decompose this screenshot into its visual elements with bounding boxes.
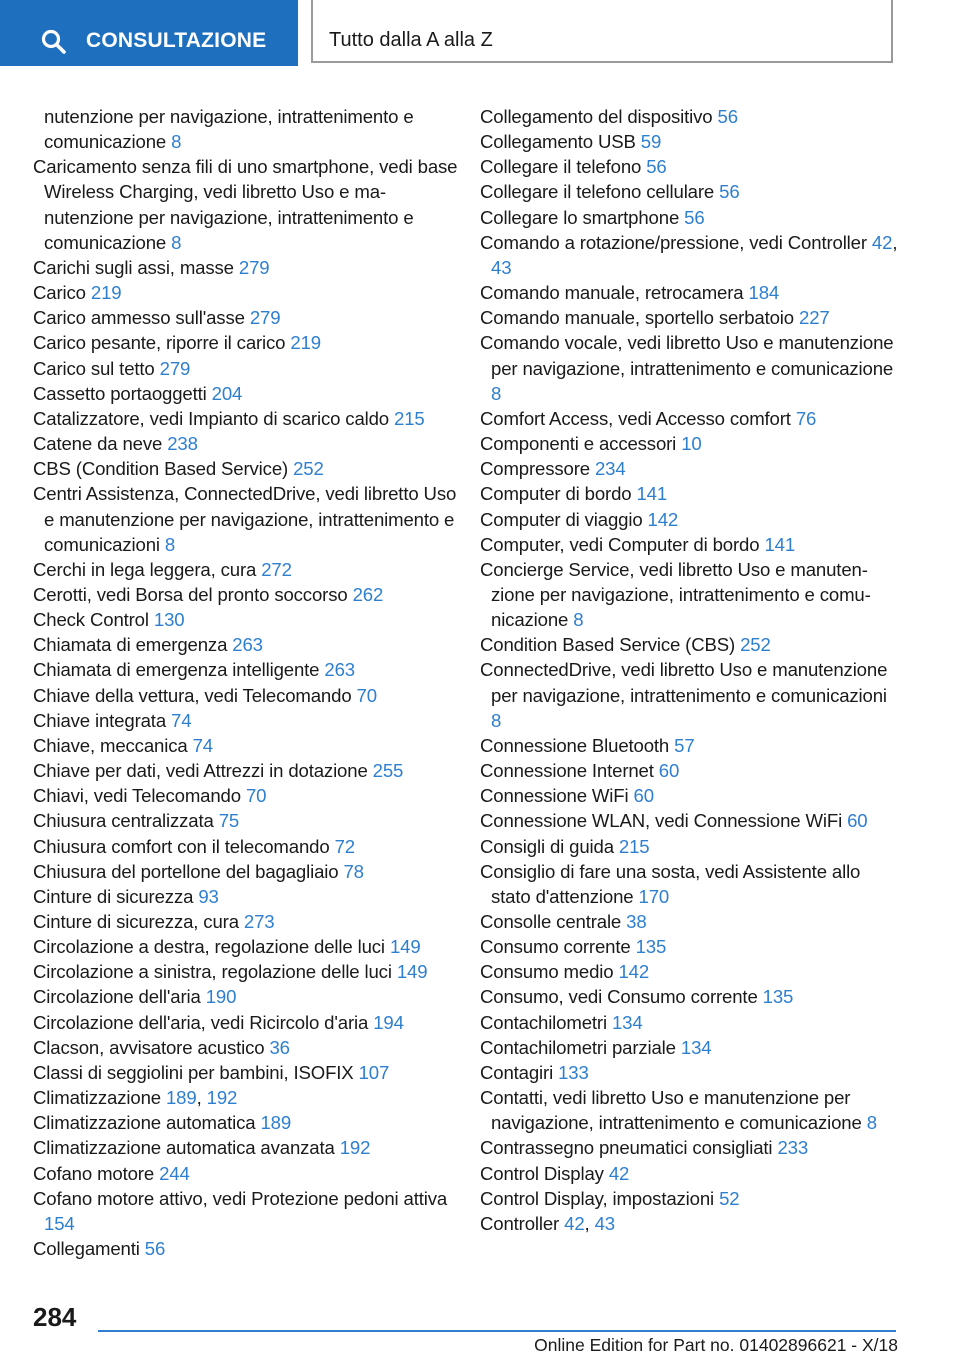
index-entry-text: Comando manuale, retrocamera (480, 282, 744, 304)
index-entry-text: Collegare il telefono (480, 156, 642, 178)
page-link[interactable]: 233 (777, 1137, 809, 1159)
index-entry (33, 683, 463, 708)
page-link[interactable]: 279 (159, 357, 191, 379)
index-entry (33, 154, 463, 255)
index-entry-text: Cassetto portaoggetti (33, 382, 207, 404)
index-entry-text: Cinture di sicurezza (33, 885, 194, 907)
index-entry-text: Condition Based Service (CBS) (480, 634, 736, 656)
page-link[interactable]: 219 (290, 332, 321, 354)
index-entry-text: Consiglio di fare una sosta, vedi Assistente allo stato d'attenzione (480, 860, 861, 907)
index-entry (480, 104, 900, 129)
index-entry: Comando a rotazione/pressione, vedi Controller 42, 43 (480, 231, 898, 278)
page-link[interactable]: 252 (740, 634, 771, 656)
index-entry-text: Catalizzatore, vedi Impianto di scarico caldo (33, 407, 390, 429)
page-link[interactable]: 8 (164, 533, 176, 555)
page-link[interactable]: 43 (594, 1212, 615, 1234)
index-entry-text: Circolazione a destra, regolazione delle luci (33, 936, 385, 958)
index-entry-text: Consolle centrale (480, 911, 622, 932)
index-entry (480, 1085, 900, 1135)
index-entry-text: Contatti, vedi libretto Uso e manutenzione per navigazione, intrattenimento e comunicazione (480, 1087, 862, 1134)
page-link[interactable]: 38 (626, 911, 647, 932)
index-entry-text: Contagiri (480, 1061, 554, 1083)
index-entry (480, 532, 900, 557)
index-entry-text: nutenzione per navigazione, intrattenimento e comunicazione (44, 106, 414, 153)
index-entry (480, 154, 900, 179)
page-link[interactable]: 184 (748, 282, 780, 304)
index-entry-text: Climatizzazione automatica avanzata (33, 1137, 335, 1159)
tab-consultazione-label: CONSULTAZIONE (86, 29, 267, 52)
index-entry (33, 431, 463, 456)
index-entry-text: Collegare il telefono cellulare (480, 181, 715, 203)
page-link[interactable]: 279 (238, 256, 270, 278)
index-entry (480, 959, 900, 984)
page-link[interactable]: 36 (269, 1036, 290, 1058)
index-entry (33, 330, 463, 355)
page-link[interactable]: 134 (611, 1011, 643, 1033)
index-entry (480, 733, 900, 758)
page-link[interactable]: 262 (352, 583, 384, 605)
index-entry-text: Comando vocale, vedi libretto Uso e manutenzione per navigazione, intrattenimento e comunicazione (480, 332, 894, 379)
index-entry (480, 1161, 900, 1186)
page-link[interactable]: 8 (866, 1112, 877, 1134)
page-link[interactable]: 60 (633, 785, 654, 807)
index-entry-text: Control Display, impostazioni (480, 1187, 715, 1209)
page-link[interactable]: 57 (674, 734, 695, 756)
index-entry (33, 356, 463, 381)
index-entry (33, 909, 463, 934)
index-entry (33, 859, 463, 884)
page-link[interactable]: 56 (646, 156, 667, 178)
index-entry (33, 456, 463, 481)
page-link[interactable]: 170 (638, 885, 670, 907)
page-link[interactable]: 130 (153, 609, 185, 631)
index-entry (480, 1135, 900, 1160)
index-entry-text: Chiave della vettura, vedi Telecomando (33, 684, 352, 706)
index-entry-text: Carichi sugli assi, masse (33, 256, 234, 278)
index-entry (480, 758, 900, 783)
index-entry-text: Chiavi, vedi Telecomando (33, 785, 241, 807)
index-entry (480, 330, 900, 405)
page-link[interactable]: 215 (618, 835, 650, 857)
page-link[interactable]: 238 (167, 433, 198, 455)
page-link[interactable]: 263 (324, 659, 355, 681)
page-link[interactable]: 263 (232, 634, 263, 656)
page-link[interactable]: 42 (871, 231, 893, 253)
index-entry (480, 481, 900, 506)
page-link[interactable]: 93 (198, 885, 219, 907)
index-entry-text: Collegamento USB (480, 131, 636, 153)
index-entry (480, 1060, 900, 1085)
index-entry (33, 758, 463, 783)
index-entry-text: Cinture di sicurezza, cura (33, 911, 239, 932)
page-link[interactable]: 194 (373, 1011, 404, 1033)
index-entry (33, 280, 463, 305)
index-entry (480, 280, 900, 305)
index-entry (480, 557, 900, 632)
index-entry-text: Climatizzazione automatica (33, 1112, 256, 1134)
page-link[interactable]: 234 (594, 458, 626, 480)
page-link[interactable]: 135 (635, 936, 667, 958)
index-entry-text: Comando a rotazione/pressione, vedi Controller (480, 231, 867, 253)
index-entry (480, 1035, 900, 1060)
index-entry-text: Comfort Access, vedi Accesso comfort (480, 407, 791, 429)
index-entry (33, 1035, 463, 1060)
index-entry-text: ConnectedDrive, vedi libretto Uso e manutenzione per navigazione, intrattenimento e comunicazioni (480, 659, 888, 706)
index-entry-text: Carico (33, 282, 86, 304)
page-link[interactable]: 70 (356, 684, 377, 706)
index-entry (480, 305, 900, 330)
index-entry-text: Consumo corrente (480, 936, 631, 958)
page-link[interactable]: 56 (719, 181, 740, 203)
index-entry-text: Connessione Internet (480, 760, 654, 782)
index-entry (33, 783, 463, 808)
index-entry (33, 607, 463, 632)
page-link[interactable]: 8 (171, 131, 182, 153)
search-icon (40, 28, 68, 56)
index-entry (480, 456, 900, 481)
index-entry-text: Climatizzazione (33, 1087, 161, 1109)
index-entry-text: Connessione WiFi (480, 785, 629, 807)
index-column-left (33, 104, 463, 1261)
index-entry (480, 909, 900, 934)
index-entry (33, 481, 463, 556)
index-entry (480, 507, 900, 532)
index-entry-text: Chiamata di emergenza intelligente (33, 659, 320, 681)
index-entry (480, 808, 900, 833)
page-link[interactable]: 189 (260, 1112, 292, 1134)
index-entry-text: CBS (Condition Based Service) (33, 458, 289, 480)
page-link[interactable]: 78 (343, 860, 364, 882)
index-entry (33, 632, 463, 657)
index-entry (480, 1010, 900, 1035)
index-entry-text: Control Display (480, 1162, 604, 1184)
page-link[interactable]: 142 (647, 508, 679, 530)
index-entry-text: Contrassegno pneumatici consigliati (480, 1137, 773, 1159)
footer-divider (98, 1330, 896, 1332)
index-entry (33, 1186, 463, 1236)
page-link[interactable]: 273 (243, 911, 275, 932)
index-entry-text: Catene da neve (33, 433, 163, 455)
page-link[interactable]: 227 (799, 307, 830, 329)
index-entry (33, 1161, 463, 1186)
page-link[interactable]: 43 (491, 256, 512, 278)
index-entry-text: Collegamenti (33, 1238, 140, 1260)
page-link[interactable]: 10 (681, 433, 702, 455)
index-entry-text: Cofano motore attivo, vedi Protezione pedoni attiva (33, 1187, 448, 1209)
page-link[interactable]: 142 (618, 961, 650, 983)
page-link[interactable]: 59 (640, 131, 662, 153)
index-entry-text: Concierge Service, vedi libretto Uso e manutenzione per navigazione, intrattenimento e comunicazione (480, 558, 871, 631)
index-entry-text: Controller (480, 1212, 560, 1234)
page-link[interactable]: 133 (558, 1061, 589, 1083)
index-entry (33, 1110, 463, 1135)
index-entry-text: Carico ammesso sull'asse (33, 307, 245, 329)
index-entry-text: Contachilometri parziale (480, 1036, 676, 1058)
tab-consultazione[interactable] (0, 0, 298, 66)
index-entry (33, 406, 463, 431)
index-entry (33, 984, 463, 1009)
index-entry: Climatizzazione 189, 192 (33, 1087, 238, 1109)
index-entry (33, 808, 463, 833)
page-link[interactable]: 8 (491, 382, 502, 404)
index-entry (33, 104, 463, 154)
index-entry-text: Chiamata di emergenza (33, 634, 228, 656)
index-entry (33, 657, 463, 682)
index-entry-text: Chiusura del portellone del bagagliaio (33, 860, 339, 882)
index-entry (33, 557, 463, 582)
index-entry-text: Circolazione dell'aria (33, 986, 201, 1008)
page-link[interactable]: 75 (218, 810, 240, 832)
index-entry (33, 884, 463, 909)
page-link[interactable]: 74 (192, 734, 213, 756)
index-entry-text: Clacson, avvisatore acustico (33, 1036, 265, 1058)
index-entry (480, 179, 900, 204)
index-entry-text: Consumo medio (480, 961, 614, 983)
index-entry-text: Cerotti, vedi Borsa del pronto soccorso (33, 583, 348, 605)
index-entry-text: Classi di seggiolini per bambini, ISOFIX (33, 1061, 354, 1083)
index-entry-text: Connessione WLAN, vedi Connessione WiFi (480, 810, 843, 832)
index-entry-text: Centri Assistenza, ConnectedDrive, vedi libretto Uso e manutenzione per navigazione, intrattenimento e comunicazioni (33, 483, 457, 555)
index-entry (33, 834, 463, 859)
header-bar (0, 0, 960, 66)
index-entry-text: Carico pesante, riporre il carico (33, 332, 286, 354)
page-link[interactable]: 74 (171, 709, 192, 731)
page-link[interactable]: 8 (171, 231, 182, 253)
page-link[interactable]: 189 (165, 1087, 197, 1109)
page-link[interactable]: 60 (658, 760, 680, 782)
index-entry (33, 255, 463, 280)
index-entry-text: Chiusura comfort con il telecomando (33, 835, 330, 857)
index-entry-text: Collegamento del dispositivo (480, 106, 713, 127)
page-link[interactable]: 149 (396, 961, 428, 983)
index-entry (33, 959, 463, 984)
index-column-right (480, 104, 900, 1236)
index-entry (33, 934, 463, 959)
page-link[interactable]: 107 (358, 1061, 390, 1083)
index-entry-text: Chiave per dati, vedi Attrezzi in dotazione (33, 760, 368, 782)
index-entry (33, 1010, 463, 1035)
tab-tutto-dalla-a-alla-z[interactable] (311, 0, 893, 63)
page-link[interactable]: 42 (608, 1162, 630, 1184)
index-entry-text: Chiave integrata (33, 709, 167, 731)
index-entry-text: Circolazione dell'aria, vedi Ricircolo d'aria (33, 1011, 369, 1033)
tab-az-label: Tutto dalla A alla Z (329, 29, 493, 51)
index-entry (33, 708, 463, 733)
page-link[interactable]: 192 (206, 1087, 238, 1109)
page-link[interactable]: 141 (636, 483, 668, 505)
page-link[interactable]: 56 (717, 106, 738, 127)
index-entry-text: Caricamento senza fili di uno smartphone, vedi base Wireless Charging, vedi libretto Uso e manutenzione per navigazione, intrattenimento e comunicazione (33, 156, 458, 253)
index-entry-text: Cofano motore (33, 1162, 155, 1184)
index-entry (33, 381, 463, 406)
index-entry-text: Carico sul tetto (33, 357, 155, 379)
index-entry (480, 1186, 900, 1211)
page-link[interactable]: 76 (795, 407, 817, 429)
index-entry (480, 934, 900, 959)
page-link[interactable]: 219 (90, 282, 122, 304)
index-entry (480, 783, 900, 808)
index-entry-text: Check Control (33, 609, 149, 631)
index-entry (480, 859, 900, 909)
index-entry (33, 1060, 463, 1085)
index-entry-text: Consigli di guida (480, 835, 614, 857)
page-link[interactable]: 154 (44, 1212, 75, 1234)
page-link[interactable]: 8 (573, 609, 584, 631)
page-link[interactable]: 70 (245, 785, 267, 807)
index-entry (33, 1236, 463, 1261)
index-entry (480, 129, 900, 154)
index-entry (33, 305, 463, 330)
page-link[interactable]: 190 (205, 986, 237, 1008)
page-link[interactable]: 149 (389, 936, 421, 958)
page-link[interactable]: 56 (684, 206, 705, 228)
index-entry-text: Cerchi in lega leggera, cura (33, 558, 257, 580)
index-entry (480, 406, 900, 431)
index-entry-text: Connessione Bluetooth (480, 734, 670, 756)
page-link[interactable]: 252 (293, 458, 324, 480)
index-entry-text: Chiave, meccanica (33, 734, 188, 756)
page-link[interactable]: 60 (847, 810, 868, 832)
page-link[interactable]: 135 (762, 986, 794, 1008)
index-entry-text: Chiusura centralizzata (33, 810, 214, 832)
page-link[interactable]: 279 (249, 307, 281, 329)
page-link[interactable]: 56 (144, 1238, 166, 1260)
index-entry (480, 984, 900, 1009)
index-entry (480, 657, 900, 732)
page-link[interactable]: 72 (334, 835, 355, 857)
index-entry-text: Compressore (480, 458, 590, 480)
index-entry (480, 834, 900, 859)
index-entry (480, 632, 900, 657)
page-link[interactable]: 141 (764, 533, 796, 555)
index-entry-text: Componenti e accessori (480, 433, 677, 455)
index-entry (480, 205, 900, 230)
index-entry-text: Computer, vedi Computer di bordo (480, 533, 760, 555)
page-number: 284 (33, 1302, 77, 1332)
index-entry-text: Computer di bordo (480, 483, 632, 505)
index-entry-text: Consumo, vedi Consumo corrente (480, 986, 758, 1008)
page-link[interactable]: 8 (491, 709, 502, 731)
page-link[interactable]: 255 (372, 760, 404, 782)
page-link[interactable]: 134 (680, 1036, 712, 1058)
page-link[interactable]: 204 (211, 382, 243, 404)
index-entry-text: Collegare lo smartphone (480, 206, 680, 228)
index-entry (33, 733, 463, 758)
footer-edition: Online Edition for Part no. 01402896621 - X/18 (534, 1335, 898, 1355)
index-entry-text: Comando manuale, sportello serbatoio (480, 307, 794, 329)
page-link[interactable]: 244 (159, 1162, 190, 1184)
page-link[interactable]: 215 (394, 407, 425, 429)
index-entry-text: Contachilometri (480, 1011, 607, 1033)
page-link[interactable]: 272 (261, 558, 292, 580)
page-link[interactable]: 192 (339, 1137, 371, 1159)
page-link[interactable]: 42 (564, 1212, 585, 1234)
index-entry: Controller 42, 43 (480, 1212, 615, 1234)
index-entry-text: Circolazione a sinistra, regolazione delle luci (33, 961, 392, 983)
index-entry (480, 431, 900, 456)
index-entry-text: Computer di viaggio (480, 508, 643, 530)
index-entry (33, 582, 463, 607)
page-link[interactable]: 52 (719, 1187, 740, 1209)
index-entry (33, 1135, 463, 1160)
